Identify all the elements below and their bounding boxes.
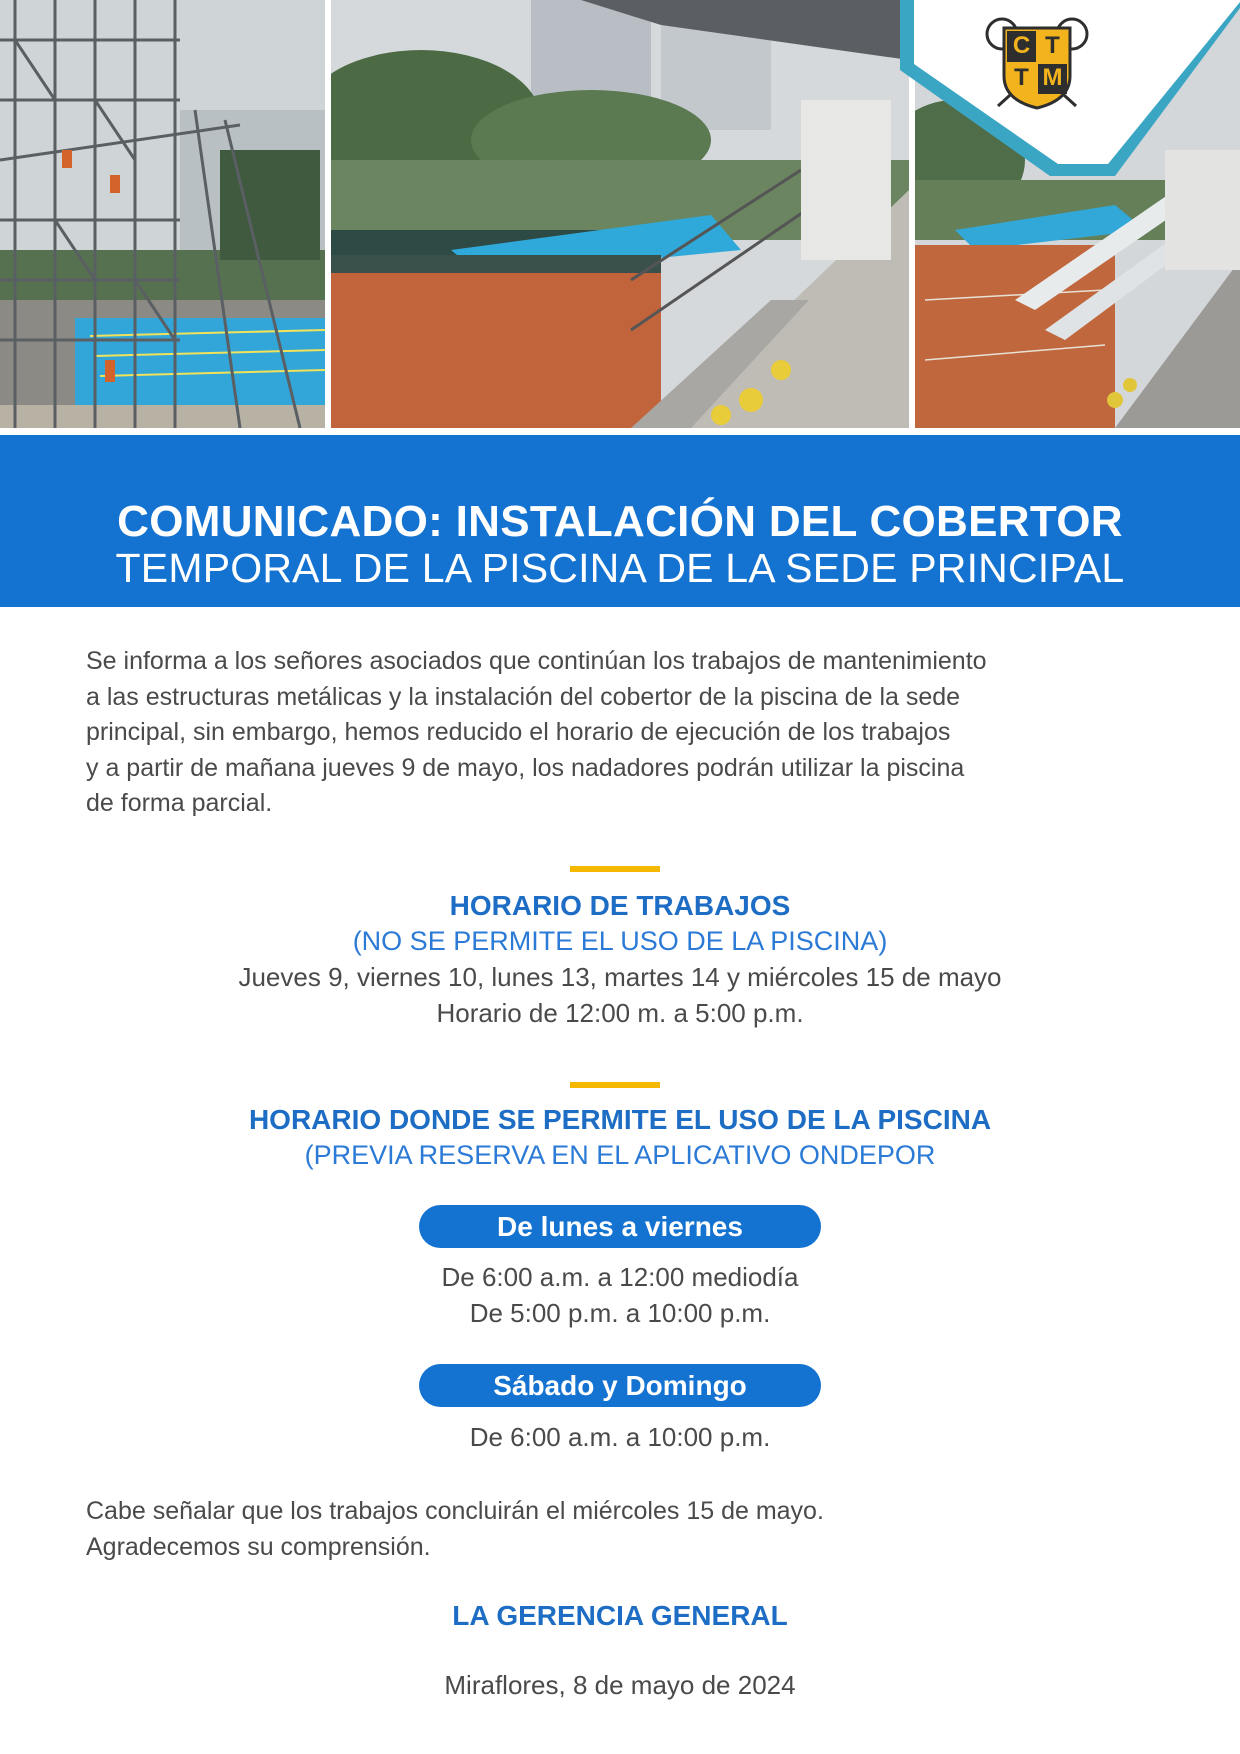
signature: LA GERENCIA GENERAL: [452, 1600, 788, 1631]
closing-paragraph: [86, 1494, 1166, 1565]
place-date: Miraflores, 8 de mayo de 2024: [444, 1670, 796, 1700]
weekdays-badge: De lunes a viernes: [419, 1205, 821, 1248]
intro-line: de forma parcial.: [86, 789, 273, 817]
pool-and-court-photo: [331, 0, 909, 428]
section-divider: [570, 866, 660, 872]
work-schedule-heading: HORARIO DE TRABAJOS: [449, 890, 791, 921]
intro-paragraph: [86, 644, 1166, 822]
weekdays-slot-1: De 6:00 a.m. a 12:00 mediodía: [441, 1262, 799, 1292]
work-schedule-days: Jueves 9, viernes 10, lunes 13, martes 14 y miércoles 15 de mayo: [238, 962, 1002, 992]
weekdays-slot-2: De 5:00 p.m. a 10:00 p.m.: [469, 1298, 771, 1328]
work-schedule-subheading: (NO SE PERMITE EL USO DE LA PISCINA): [352, 926, 888, 956]
work-schedule-hours: Horario de 12:00 m. a 5:00 p.m.: [436, 998, 804, 1028]
intro-line: a las estructuras metálicas y la instalación del cobertor de la piscina de la sede: [86, 682, 961, 711]
section-divider: [570, 1082, 660, 1088]
title-line-1: COMUNICADO: INSTALACIÓN DEL COBERTOR: [117, 497, 1123, 546]
photo-strip: [0, 0, 1240, 428]
intro-line: y a partir de mañana jueves 9 de mayo, los nadadores podrán utilizar la piscina: [86, 753, 965, 782]
logo-letter-c: C: [1012, 32, 1031, 59]
logo-letter-t2: T: [1014, 64, 1029, 91]
title-line-2: TEMPORAL DE LA PISCINA DE LA SEDE PRINCIPAL: [115, 545, 1125, 591]
logo-letter-t1: T: [1045, 32, 1060, 59]
closing-line-2: Agradecemos su comprensión.: [86, 1532, 431, 1561]
scaffolding-pool-photo: [0, 0, 325, 428]
weekend-badge: Sábado y Domingo: [419, 1364, 821, 1407]
pool-schedule-heading: HORARIO DONDE SE PERMITE EL USO DE LA PISCINA: [248, 1104, 992, 1135]
weekend-slot-1: De 6:00 a.m. a 10:00 p.m.: [469, 1422, 771, 1452]
logo-letter-m: M: [1042, 64, 1063, 91]
closing-line-1: Cabe señalar que los trabajos concluirán el miércoles 15 de mayo.: [86, 1497, 824, 1525]
title-band: [0, 435, 1240, 607]
pool-schedule-subheading: (PREVIA RESERVA EN EL APLICATIVO ONDEPOR: [304, 1140, 936, 1170]
intro-line: Se informa a los señores asociados que continúan los trabajos de mantenimiento: [86, 647, 987, 675]
intro-line: principal, sin embargo, hemos reducido el horario de ejecución de los trabajos: [86, 718, 951, 746]
logo-corner: [900, 0, 1240, 200]
club-logo: [984, 16, 1090, 114]
